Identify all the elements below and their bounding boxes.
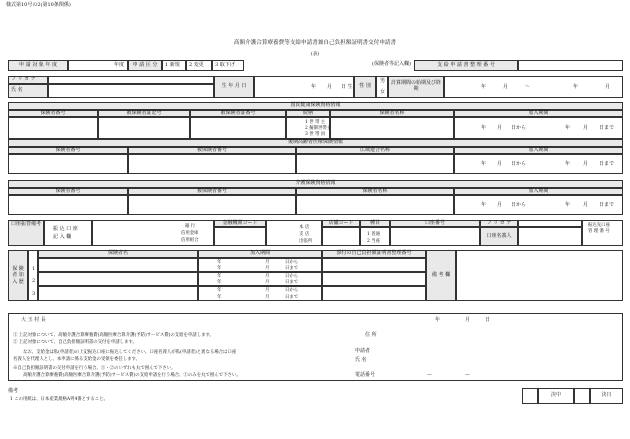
relation-option-member[interactable]: 3 世 帯 員 <box>305 132 326 137</box>
care-period-to-day: 日まで <box>599 202 615 208</box>
relation-option-head[interactable]: 1 世 帯 主 <box>305 120 326 125</box>
h2-to-day: 日まで <box>285 280 299 285</box>
application-type-label: 申 請 区 分 <box>128 60 162 71</box>
stamp-ketsubi: 決日 <box>590 388 623 404</box>
declaration-month: 月 <box>465 317 471 323</box>
sex-field[interactable] <box>376 76 388 98</box>
stamp-check-box-2[interactable] <box>574 388 590 404</box>
insurer-note: (保険者等記入欄) <box>372 61 411 67</box>
care-header-period: 加入期間 <box>454 188 623 195</box>
care-period-from-year: 年 <box>481 202 487 208</box>
care-section-title: 介護保険資格情報 <box>8 180 623 188</box>
furigana-field[interactable] <box>48 76 214 84</box>
h3-to-year: 年 <box>217 295 222 300</box>
care-insurer-name-field[interactable] <box>296 195 454 215</box>
account-kind-current[interactable]: 2 当座 <box>367 239 380 244</box>
nhi-header-relation: 続柄 <box>286 110 330 117</box>
account-kind-field[interactable] <box>360 227 390 246</box>
declaration-year: 年 <box>435 317 441 323</box>
history-remarks-field[interactable] <box>456 250 623 301</box>
history-row-numbers <box>28 250 38 301</box>
care-period-to-year: 年 <box>565 202 571 208</box>
h1-from-day: 日から <box>285 260 299 265</box>
nhi-period-from-year: 年 <box>481 125 487 131</box>
h2-from-year: 年 <box>217 274 222 279</box>
shop-code-label: 店舗コード <box>322 220 360 227</box>
nhi-period-to-day: 日まで <box>599 125 615 131</box>
elderly-insured-no-field[interactable] <box>128 154 296 174</box>
declaration-line-3: なお、支給金は私(申請者)の上記振込口座に振込してください。口座名義人が私(申請者)と異なる場合は口座 <box>23 350 237 355</box>
h2-from-day: 日から <box>285 274 299 279</box>
remarks-title: 備考 <box>8 388 19 394</box>
elderly-union-name-field[interactable] <box>296 154 454 174</box>
account-kind-ordinary[interactable]: 1 普通 <box>367 232 380 237</box>
application-type-change[interactable]: 2 変更 <box>186 60 212 71</box>
nhi-header-card-symbol: 被保険者証記号 <box>98 110 190 117</box>
holder-furigana-label: フ リ ガ ナ <box>480 220 518 227</box>
birth-label: 生 年 月 日 <box>214 76 254 98</box>
remarks-line-1: 1 この用紙は、日本産業規格A列4番とすること。 <box>10 397 108 402</box>
stamp-ketchu: 決中 <box>538 388 574 404</box>
application-year-field[interactable] <box>68 60 128 71</box>
bank-code-label: 金融機関コード <box>214 220 266 227</box>
history-side-text: 保 険 者 加 入 歴 <box>12 265 24 285</box>
applicant-name-label: 氏 名 <box>355 357 367 363</box>
nhi-header-insurer-no: 保険者番号 <box>8 110 98 117</box>
h1-from-month: 月 <box>265 260 270 265</box>
elderly-insurer-no-field[interactable] <box>8 154 128 174</box>
elderly-header-insurer-no: 保険者番号 <box>8 147 128 154</box>
manage-number-label: 管 理 番 号 <box>588 229 610 234</box>
care-insurer-no-field[interactable] <box>8 195 128 215</box>
elderly-section-title: 後期高齢者医療保険情報 <box>8 139 623 147</box>
bank-transfer-label-1: 振 込 口 座 <box>53 226 78 232</box>
period-to-month: 月 <box>605 84 611 90</box>
bank-code-field[interactable] <box>214 227 266 246</box>
elderly-header-period: 加入期間 <box>454 147 623 154</box>
h3-to-day: 日まで <box>285 295 299 300</box>
holder-label: 口座名義人 <box>480 227 518 246</box>
nhi-relation-field[interactable] <box>286 117 330 139</box>
h1-to-day: 日まで <box>285 266 299 271</box>
support-number-label: 支 給 申 請 書 整 理 番 号 <box>414 60 518 71</box>
support-number-field[interactable] <box>518 60 623 71</box>
branch-type-branch[interactable]: 支 店 <box>299 232 310 237</box>
declaration-box <box>8 313 623 381</box>
nhi-period-to-year: 年 <box>565 125 571 131</box>
application-type-withdraw[interactable]: 3 取下げ <box>212 60 244 71</box>
history-remarks-label: 備 考 欄 <box>426 250 456 301</box>
history-cert-field-3[interactable] <box>322 286 426 301</box>
birth-year-unit: 年 <box>311 84 317 90</box>
birth-day-unit: 日 生 <box>341 84 353 90</box>
holder-furigana-field[interactable] <box>518 220 582 227</box>
holder-field[interactable] <box>518 227 582 246</box>
elderly-period-to-day: 日まで <box>599 161 615 167</box>
declaration-line-2: ② 上記対象について、自己負担額証明書の交付を申請します。 <box>13 340 137 345</box>
history-cert-field-1[interactable] <box>322 258 426 272</box>
history-header-period: 加入期間 <box>198 250 322 258</box>
care-period-from-month: 月 <box>497 202 503 208</box>
care-header-insured-no: 被保険者番号 <box>128 188 296 195</box>
birth-month-unit: 月 <box>327 84 333 90</box>
elderly-period-from-month: 月 <box>497 161 503 167</box>
period-from-year: 年 <box>481 84 487 90</box>
history-cert-field-2[interactable] <box>322 272 426 286</box>
h3-from-year: 年 <box>217 288 222 293</box>
sex-female[interactable]: 女 <box>380 89 386 95</box>
h3-to-month: 月 <box>265 295 270 300</box>
calc-period-field[interactable] <box>444 76 623 98</box>
history-row-1: 1 <box>32 266 36 272</box>
branch-type-office[interactable]: 出張所 <box>299 239 313 244</box>
transfer-to-label: 振込先口座 <box>588 223 610 228</box>
account-number-field[interactable] <box>390 227 480 246</box>
nhi-insurer-no-field[interactable] <box>8 117 98 139</box>
h1-from-year: 年 <box>217 260 222 265</box>
bank-transfer-label <box>44 220 92 246</box>
history-row-3: 3 <box>32 291 36 297</box>
nhi-period-field[interactable] <box>454 117 623 139</box>
addressee: 大 玉 村 長 <box>21 317 46 323</box>
nhi-section-title: 国民健康保険資格情報 <box>8 102 623 110</box>
declaration-line-6: 高額介護合算療養費(高額医療合算介護(予防)サービス費)の支給申請を行う場合、①のみを丸で囲んで下さい。 <box>23 373 241 378</box>
nhi-period-from-day: 日から <box>511 125 527 131</box>
history-insurer-field-2[interactable] <box>38 272 198 286</box>
sex-male[interactable]: 男 <box>380 78 386 84</box>
phone-dash-1: — <box>427 372 432 378</box>
history-period-field-1[interactable] <box>198 258 322 272</box>
care-period-from-day: 日から <box>511 202 527 208</box>
elderly-header-insured-no: 被保険者番号 <box>128 147 296 154</box>
h2-to-month: 月 <box>265 280 270 285</box>
applicant-address-label: 住 所 <box>365 332 377 338</box>
elderly-period-to-year: 年 <box>565 161 571 167</box>
stamp-check-box[interactable] <box>522 388 538 404</box>
period-from-month: 月 <box>503 84 509 90</box>
calc-period-label: 計算期間の始期及び終期 <box>388 76 444 98</box>
form-number: 様式第10号の2(第10条関係) <box>6 2 71 8</box>
care-period-to-month: 月 <box>583 202 589 208</box>
bank-side-label: 口座振替備考 <box>8 220 44 246</box>
nhi-header-insurer-name: 保険者名称 <box>330 110 454 117</box>
care-period-field[interactable] <box>454 195 623 215</box>
elderly-header-union-name: 広域連合名称 <box>296 147 454 154</box>
h2-from-month: 月 <box>265 274 270 279</box>
relation-option-pseudo-head[interactable]: 2 擬制世帯主 <box>305 126 332 131</box>
furigana-label: フ リ ガ ナ <box>8 76 48 84</box>
form-title: 高額介護合算療養費等支給申請書兼自己負担額証明書交付申請書 <box>233 40 397 46</box>
nhi-header-period: 加入期間 <box>454 110 623 117</box>
history-period-field-2[interactable] <box>198 272 322 286</box>
elderly-period-to-month: 月 <box>583 161 589 167</box>
bank-name-field[interactable] <box>92 220 214 246</box>
h2-to-year: 年 <box>217 280 222 285</box>
bank-transfer-label-2: 記 入 欄 <box>53 234 72 240</box>
account-kind-label: 種目 <box>360 220 390 227</box>
period-to-year: 年 <box>573 84 579 90</box>
transfer-manage-box <box>582 220 623 246</box>
declaration-day: 日 <box>485 317 491 323</box>
name-label: 氏 名 <box>8 84 48 98</box>
declaration-line-5: ※自己負担額証明書の交付申請を行う場合、①・②のいずれも丸で囲んで下さい。 <box>13 366 176 371</box>
nhi-header-card-number: 被保険者証番号 <box>190 110 286 117</box>
application-type-new[interactable]: 1 新規 <box>162 60 186 71</box>
nhi-insurer-name-field[interactable] <box>330 117 454 139</box>
elderly-period-from-year: 年 <box>481 161 487 167</box>
applicant-label: 申請者 <box>355 348 371 354</box>
declaration-line-4: 名義人を代理人とし、本申請に係る支給金の受領を委任します。 <box>13 357 140 362</box>
history-header-certificate: 添付の自己負担額証明書整理番号 <box>322 250 426 258</box>
history-side-label <box>8 250 28 301</box>
history-header-insurer: 保険者名 <box>38 250 198 258</box>
nhi-period-to-month: 月 <box>583 125 589 131</box>
bank-type-bank[interactable]: 銀 行 <box>185 224 196 229</box>
h3-from-day: 日から <box>285 288 299 293</box>
elderly-period-field[interactable] <box>454 154 623 174</box>
sex-label: 性 別 <box>354 76 376 98</box>
form-subtitle: (表) <box>310 52 320 57</box>
history-insurer-field-3[interactable] <box>38 286 198 301</box>
history-insurer-field-1[interactable] <box>38 258 198 272</box>
elderly-period-from-day: 日から <box>511 161 527 167</box>
shop-code-field[interactable] <box>322 227 360 246</box>
branch-name-field[interactable] <box>266 220 322 246</box>
birth-field[interactable] <box>254 76 354 98</box>
application-year-label: 申 請 対 象 年 度 <box>8 60 68 71</box>
history-row-2: 2 <box>32 278 36 284</box>
bank-type-kumiai[interactable]: 信用組合 <box>181 238 199 243</box>
period-wave: 〜 <box>525 84 531 90</box>
h1-to-year: 年 <box>217 266 222 271</box>
nhi-card-symbol-field[interactable] <box>98 117 190 139</box>
care-header-insurer-name: 保険者名称 <box>296 188 454 195</box>
nendo-label: 年度 <box>113 62 124 68</box>
h3-from-month: 月 <box>265 288 270 293</box>
applicant-phone-label: 電話番号 <box>355 372 376 378</box>
h1-to-month: 月 <box>265 266 270 271</box>
care-header-insurer-no: 保険者番号 <box>8 188 128 195</box>
nhi-card-number-field[interactable] <box>190 117 286 139</box>
name-field[interactable] <box>48 84 214 98</box>
account-number-label: 口座番号 <box>390 220 480 227</box>
declaration-line-1: ① 上記対象について、高額介護合算療養費(高額医療合算介護(予防)サービス費)の支給を申請します。 <box>13 333 214 338</box>
branch-type-head[interactable]: 本 店 <box>299 225 310 230</box>
bank-type-shinkin[interactable]: 信用金庫 <box>181 231 199 236</box>
care-insured-no-field[interactable] <box>128 195 296 215</box>
nhi-period-from-month: 月 <box>497 125 503 131</box>
history-period-field-3[interactable] <box>198 286 322 301</box>
phone-dash-2: — <box>465 372 470 378</box>
